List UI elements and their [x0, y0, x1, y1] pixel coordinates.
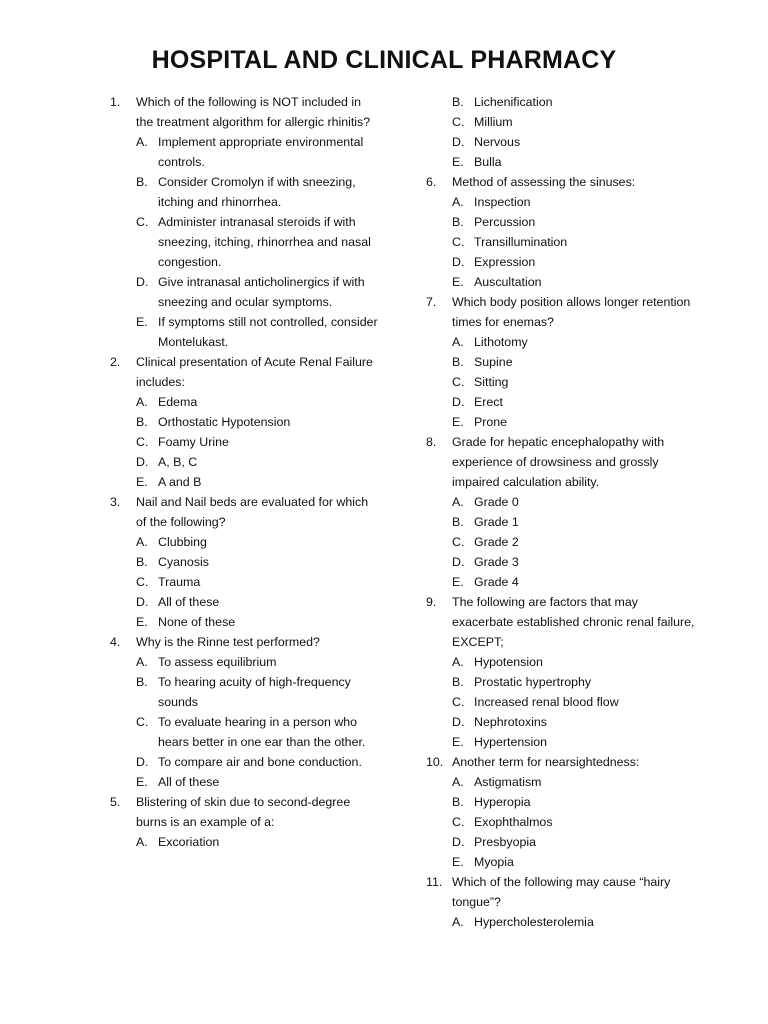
option-text: Hypertension	[474, 735, 548, 749]
option-text: Lichenification	[474, 95, 553, 109]
option-letter: E.	[136, 615, 148, 629]
question	[426, 872, 696, 912]
option-letter: B.	[136, 175, 148, 189]
option-letter: A.	[136, 835, 148, 849]
option-letter: D.	[452, 395, 465, 409]
question-text: Nail and Nail beds are evaluated for which of the following?	[136, 495, 369, 529]
answer-option	[110, 652, 380, 672]
answer-option	[426, 672, 696, 692]
option-letter: C.	[136, 435, 149, 449]
answer-option	[426, 492, 696, 512]
option-letter: B.	[452, 515, 464, 529]
option-text: Bulla	[474, 155, 502, 169]
answer-option	[426, 772, 696, 792]
option-letter: A.	[136, 395, 148, 409]
option-text: Prone	[474, 415, 508, 429]
option-letter: C.	[452, 235, 465, 249]
option-text: Grade 3	[474, 555, 519, 569]
option-letter: C.	[136, 575, 149, 589]
option-text: Prostatic hypertrophy	[474, 675, 592, 689]
question-text: Blistering of skin due to second-degree burns is an example of a:	[136, 795, 351, 829]
answer-option	[110, 132, 380, 172]
option-text: Trauma	[158, 575, 201, 589]
option-letter: C.	[136, 215, 149, 229]
answer-option	[110, 412, 380, 432]
option-letter: B.	[452, 215, 464, 229]
option-text: All of these	[158, 775, 220, 789]
answer-option	[110, 392, 380, 412]
option-letter: E.	[452, 575, 464, 589]
answer-option	[426, 692, 696, 712]
question-text: Another term for nearsightedness:	[452, 755, 640, 769]
option-letter: E.	[136, 475, 148, 489]
option-letter: A.	[452, 915, 464, 929]
page-title: HOSPITAL AND CLINICAL PHARMACY	[151, 46, 617, 74]
answer-option	[110, 172, 380, 212]
answer-option	[426, 652, 696, 672]
option-letter: E.	[136, 775, 148, 789]
option-text: Grade 0	[474, 495, 519, 509]
option-text: Hyperopia	[474, 795, 531, 809]
question	[426, 592, 696, 652]
option-letter: B.	[452, 675, 464, 689]
question	[426, 172, 696, 192]
question-number: 1.	[110, 95, 121, 109]
answer-option	[426, 572, 696, 592]
option-letter: E.	[136, 315, 148, 329]
question-number: 3.	[110, 495, 121, 509]
question-number: 4.	[110, 635, 121, 649]
option-text: If symptoms still not controlled, consider Montelukast.	[158, 315, 378, 349]
answer-option	[110, 432, 380, 452]
answer-option	[426, 132, 696, 152]
answer-option	[426, 232, 696, 252]
option-letter: C.	[452, 815, 465, 829]
answer-option	[426, 792, 696, 812]
option-text: Presbyopia	[474, 835, 536, 849]
option-text: To evaluate hearing in a person who hears better in one ear than the other.	[158, 715, 366, 749]
question-number: 6.	[426, 175, 437, 189]
option-text: Edema	[158, 395, 198, 409]
option-text: A and B	[158, 475, 202, 489]
answer-option	[426, 532, 696, 552]
question	[110, 632, 380, 652]
option-letter: C.	[452, 115, 465, 129]
option-letter: D.	[452, 135, 465, 149]
option-letter: A.	[452, 335, 464, 349]
answer-option	[110, 752, 380, 772]
option-letter: A.	[452, 195, 464, 209]
option-text: Millium	[474, 115, 513, 129]
option-text: Cyanosis	[158, 555, 209, 569]
option-letter: A.	[136, 135, 148, 149]
answer-option	[426, 712, 696, 732]
option-text: Inspection	[474, 195, 531, 209]
option-letter: B.	[452, 795, 464, 809]
question	[110, 492, 380, 532]
answer-option	[426, 852, 696, 872]
option-text: Orthostatic Hypotension	[158, 415, 291, 429]
answer-option	[426, 512, 696, 532]
answer-option	[426, 272, 696, 292]
question-number: 8.	[426, 435, 437, 449]
option-letter: D.	[136, 595, 149, 609]
option-letter: E.	[452, 735, 464, 749]
answer-option	[426, 392, 696, 412]
option-text: Sitting	[474, 375, 509, 389]
option-letter: E.	[452, 415, 464, 429]
option-letter: A.	[452, 495, 464, 509]
option-text: Nervous	[474, 135, 521, 149]
answer-option	[110, 672, 380, 712]
answer-option	[110, 592, 380, 612]
option-text: Erect	[474, 395, 503, 409]
question	[110, 352, 380, 392]
answer-option	[110, 452, 380, 472]
question-text: Clinical presentation of Acute Renal Failure includes:	[136, 355, 373, 389]
option-text: Grade 1	[474, 515, 519, 529]
answer-option	[426, 812, 696, 832]
option-text: Astigmatism	[474, 775, 542, 789]
option-text: Auscultation	[474, 275, 542, 289]
option-text: None of these	[158, 615, 236, 629]
option-letter: D.	[452, 255, 465, 269]
option-text: Excoriation	[158, 835, 220, 849]
option-letter: B.	[136, 555, 148, 569]
option-letter: D.	[452, 555, 465, 569]
option-text: To assess equilibrium	[158, 655, 277, 669]
question-text: The following are factors that may exacerbate established chronic renal failure, EXCEPT;	[452, 595, 695, 649]
option-letter: E.	[452, 275, 464, 289]
option-letter: B.	[452, 355, 464, 369]
option-text: A, B, C	[158, 455, 198, 469]
option-text: Myopia	[474, 855, 514, 869]
answer-option	[426, 912, 696, 932]
question-number: 11.	[426, 875, 443, 889]
question	[426, 752, 696, 772]
left-column	[110, 92, 380, 852]
answer-option	[110, 312, 380, 352]
option-letter: A.	[452, 775, 464, 789]
question-number: 9.	[426, 595, 437, 609]
option-text: Implement appropriate environmental controls.	[158, 135, 364, 169]
option-letter: B.	[136, 415, 148, 429]
option-letter: D.	[136, 455, 149, 469]
option-letter: A.	[136, 535, 148, 549]
answer-option	[110, 572, 380, 592]
answer-option	[110, 832, 380, 852]
question-text: Method of assessing the sinuses:	[452, 175, 636, 189]
question-number: 7.	[426, 295, 437, 309]
option-letter: A.	[452, 655, 464, 669]
answer-option	[110, 472, 380, 492]
question-text: Which body position allows longer retention times for enemas?	[452, 295, 691, 329]
option-letter: D.	[136, 275, 149, 289]
answer-option	[426, 732, 696, 752]
option-text: Expression	[474, 255, 536, 269]
answer-option	[426, 112, 696, 132]
option-letter: E.	[452, 855, 464, 869]
answer-option	[426, 212, 696, 232]
question-number: 2.	[110, 355, 121, 369]
option-text: Supine	[474, 355, 513, 369]
option-text: Hypotension	[474, 655, 543, 669]
answer-option	[426, 372, 696, 392]
answer-option	[426, 192, 696, 212]
option-letter: C.	[452, 375, 465, 389]
answer-option	[110, 552, 380, 572]
right-column	[426, 92, 696, 932]
option-text: Transillumination	[474, 235, 568, 249]
option-text: Clubbing	[158, 535, 207, 549]
question	[110, 92, 380, 132]
answer-option	[426, 332, 696, 352]
option-text: Foamy Urine	[158, 435, 229, 449]
answer-option	[110, 212, 380, 272]
option-text: Nephrotoxins	[474, 715, 548, 729]
answer-option	[110, 612, 380, 632]
answer-option	[426, 152, 696, 172]
option-letter: B.	[136, 675, 148, 689]
question-text: Grade for hepatic encephalopathy with experience of drowsiness and grossly impaired calculation ability.	[452, 435, 665, 489]
option-text: Exophthalmos	[474, 815, 553, 829]
question-text: Which of the following may cause “hairy tongue”?	[452, 875, 671, 909]
option-letter: D.	[452, 715, 465, 729]
option-text: To compare air and bone conduction.	[158, 755, 362, 769]
option-letter: B.	[452, 95, 464, 109]
option-letter: E.	[452, 155, 464, 169]
answer-option	[110, 772, 380, 792]
question	[426, 292, 696, 332]
option-text: Give intranasal anticholinergics if with sneezing and ocular symptoms.	[158, 275, 365, 309]
option-text: Administer intranasal steroids if with sneezing, itching, rhinorrhea and nasal congestion.	[158, 215, 371, 269]
answer-option	[426, 832, 696, 852]
option-letter: C.	[452, 535, 465, 549]
option-text: Percussion	[474, 215, 536, 229]
question-number: 5.	[110, 795, 121, 809]
option-text: Increased renal blood flow	[474, 695, 619, 709]
option-text: To hearing acuity of high-frequency sounds	[158, 675, 351, 709]
answer-option	[110, 272, 380, 312]
option-letter: D.	[136, 755, 149, 769]
question-text: Which of the following is NOT included in the treatment algorithm for allergic rhinitis?	[136, 95, 371, 129]
option-text: Hypercholesterolemia	[474, 915, 594, 929]
question-number: 10.	[426, 755, 444, 769]
option-text: All of these	[158, 595, 220, 609]
option-text: Grade 2	[474, 535, 519, 549]
answer-option	[426, 552, 696, 572]
question	[110, 792, 380, 832]
answer-option	[426, 92, 696, 112]
answer-option	[426, 352, 696, 372]
question	[426, 432, 696, 492]
option-text: Grade 4	[474, 575, 519, 589]
option-letter: D.	[452, 835, 465, 849]
answer-option	[110, 712, 380, 752]
answer-option	[110, 532, 380, 552]
option-letter: C.	[452, 695, 465, 709]
option-text: Consider Cromolyn if with sneezing, itching and rhinorrhea.	[158, 175, 356, 209]
question-text: Why is the Rinne test performed?	[136, 635, 320, 649]
option-letter: C.	[136, 715, 149, 729]
answer-option	[426, 252, 696, 272]
option-text: Lithotomy	[474, 335, 528, 349]
option-letter: A.	[136, 655, 148, 669]
answer-option	[426, 412, 696, 432]
